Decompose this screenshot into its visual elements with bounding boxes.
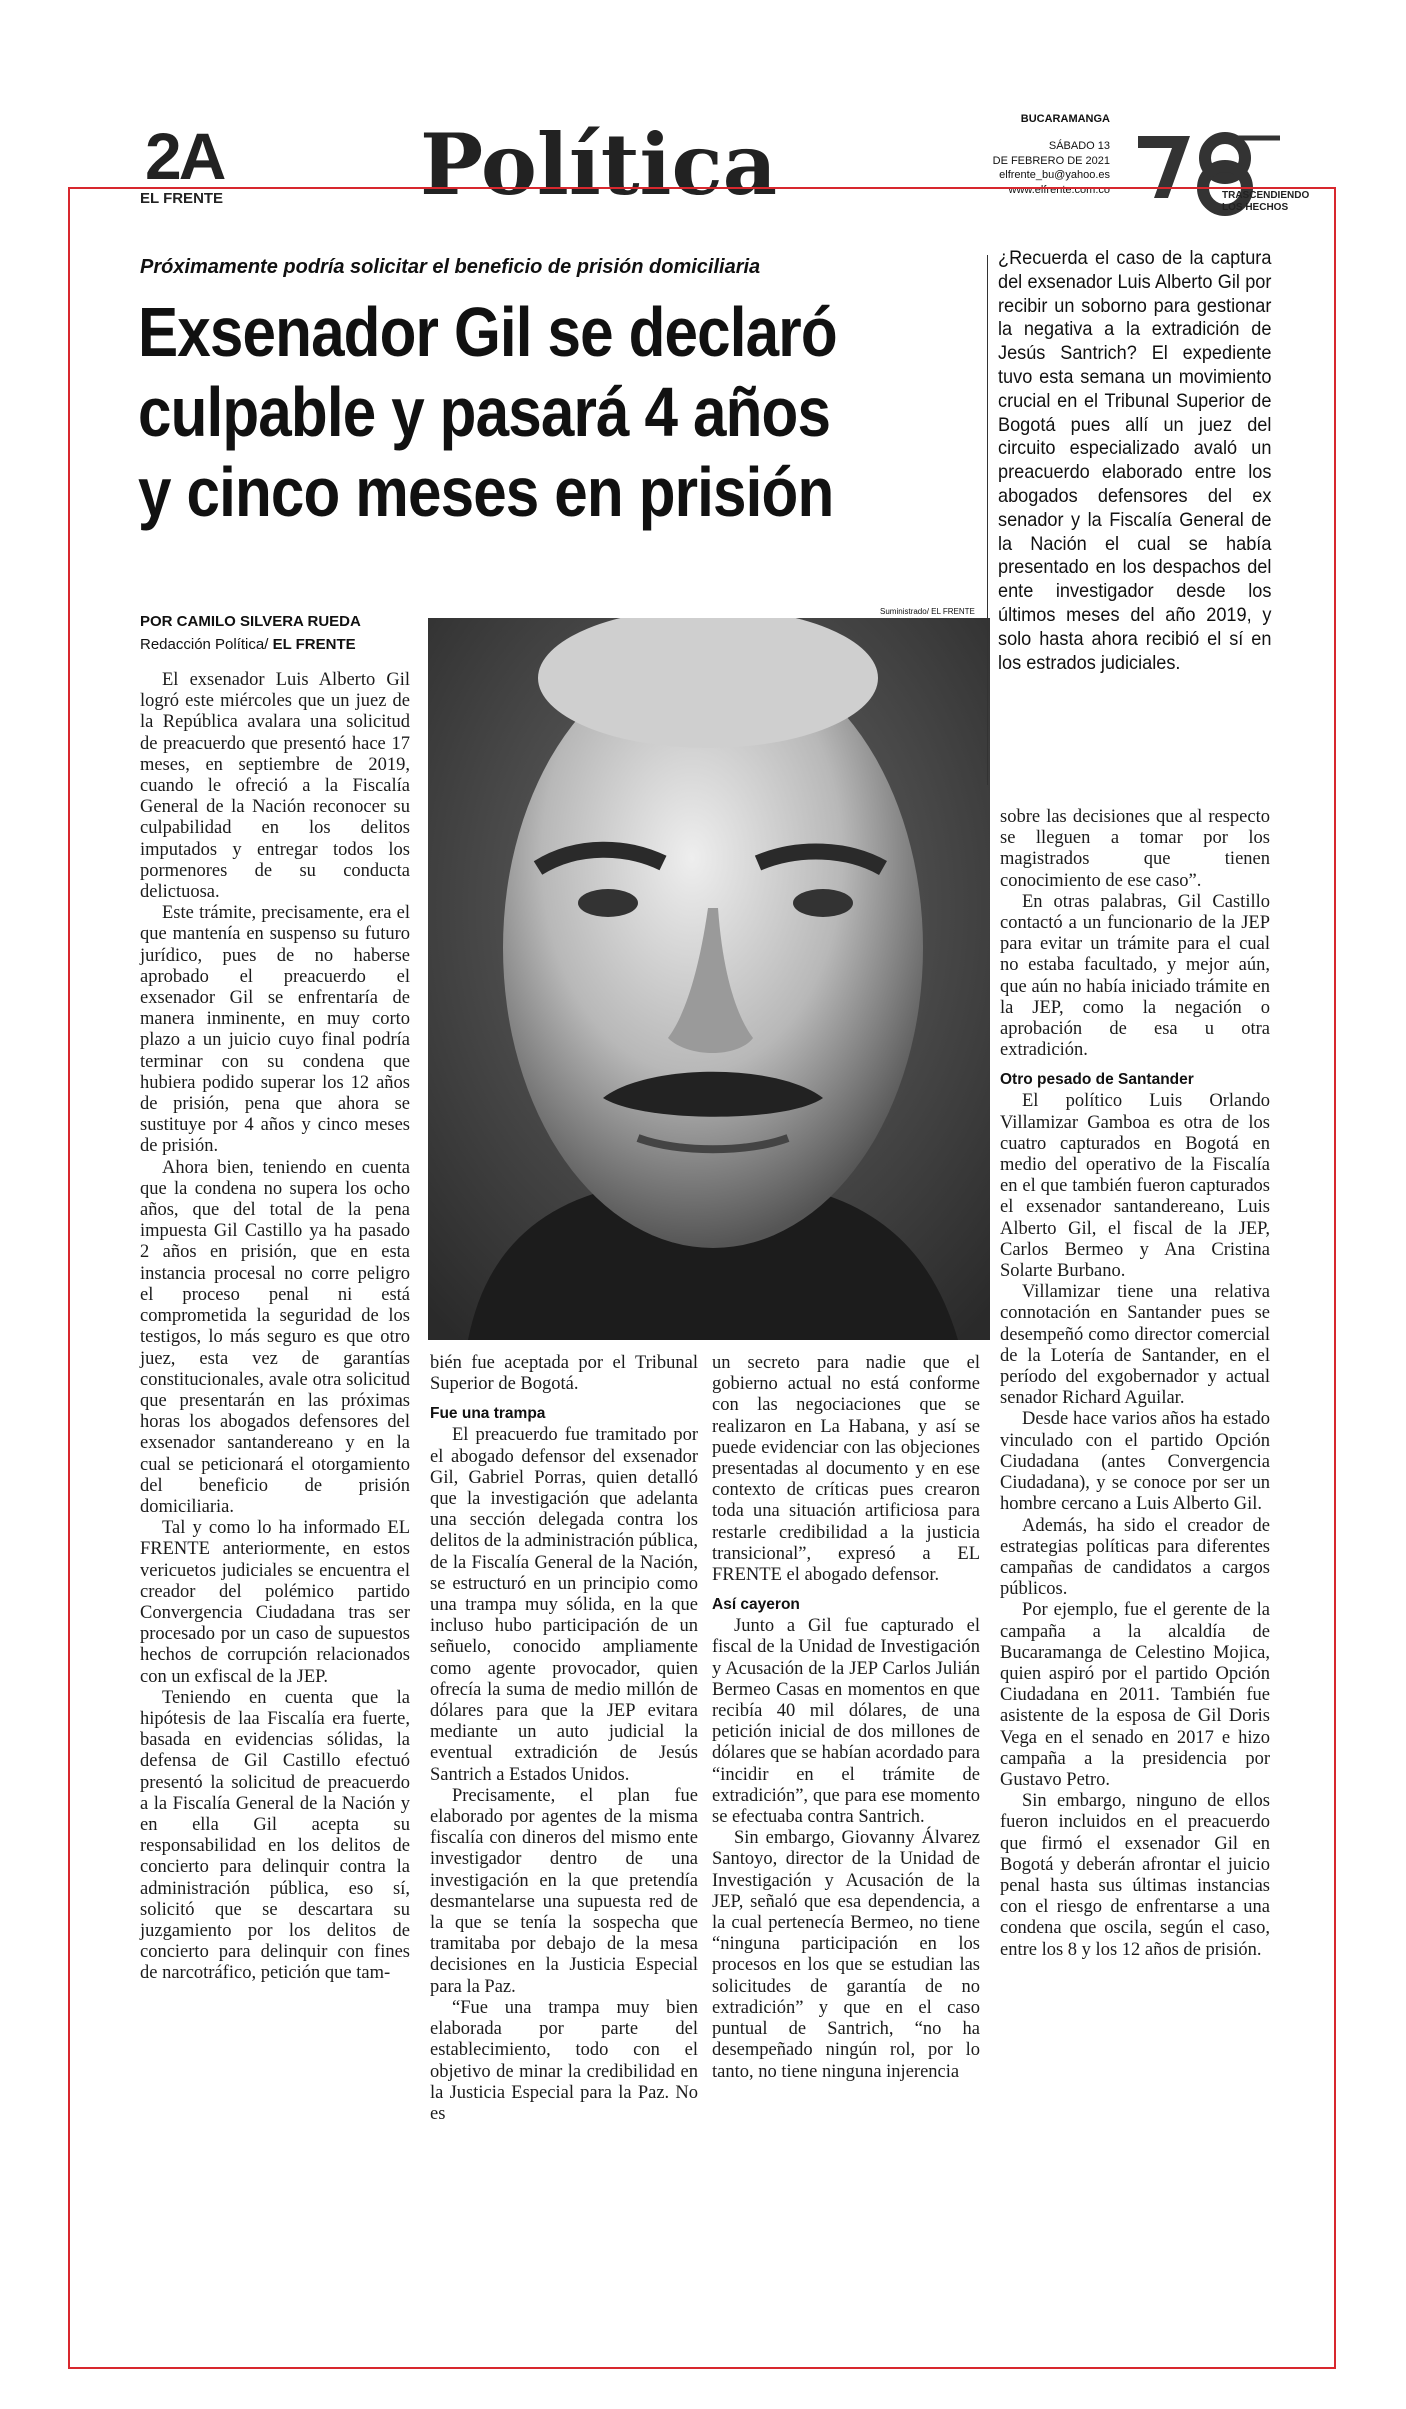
paragraph-continued: bién fue aceptada por el Tribunal Superior de Bogotá. (430, 1353, 698, 1395)
paragraph-continued: un secreto para nadie que el gobierno actual no está conforme con las negociaciones que se realizaron en La Habana, y así se puede evidenciar con las objeciones presentadas al documento y en ese contexto de críticas pues crearon toda una situación artificiosa para restarle credibilidad a la justicia transicional”, expresó a EL FRENTE el abogado defensor. (712, 1353, 980, 1586)
paragraph: Por ejemplo, fue el gerente de la campaña a la alcaldía de Bucaramanga de Celestino Mojica, quien aspiró por el partido Opción Ciudadana en 2011. También fue asistente de la esposa de Gil Doris Vega en el senado en 2017 e hizo campaña a la presidencia por Gustavo Petro. (1000, 1600, 1270, 1790)
headline-line-3: y cinco meses en prisión (138, 453, 834, 531)
subheading: Otro pesado de Santander (1000, 1071, 1194, 1089)
paragraph-continued: sobre las decisiones que al respecto se lleguen a tomar por los magistrados que tienen conocimiento de ese caso”. (1000, 807, 1270, 891)
paragraph: Junto a Gil fue capturado el fiscal de la Unidad de Investigación y Acusación de la JEP Carlos Julián Bermeo Casas en momentos en que recibía 40 mil dólares, de una petición inicial de dos millones de dólares que se habían acordado para “incidir en el trámite de extradición”, que para ese momento se efectuaba contra Santrich. (712, 1616, 980, 1828)
paragraph: En otras palabras, Gil Castillo contactó a un funcionario de la JEP para evitar un trámite para el cual no estaba facultado, y mejor aún, que aún no había iniciado trámite en la JEP, como la negación o aprobación de esa u otra extradición. (1000, 891, 1270, 1061)
photo-credit: Suministrado/ EL FRENTE (880, 607, 975, 616)
email: elfrente_bu@yahoo.es (999, 169, 1110, 181)
headline-line-2: culpable y pasará 4 años (138, 373, 831, 451)
paragraph: Este trámite, precisamente, era el que mantenía en suspenso su futuro jurídico, pues de no haberse aprobado el preacuerdo el exsenador Gil se enfrentaría de manera inminente, en muy corto plazo a un juicio cuyo final podría terminar con su condena que hubiera podido superar los 12 años de prisión, pena que ahora se sustituye por 4 años y cinco meses de prisión. (140, 903, 410, 1157)
body-column-1 (140, 670, 410, 1985)
desk-line (140, 636, 356, 653)
body-column-2 (430, 1353, 698, 2125)
paragraph: Sin embargo, Giovanny Álvarez Santoyo, director de la Unidad de Investigación y Acusación de la JEP, señaló que esa dependencia, a la cual pertenecía Bermeo, no tiene “ninguna participación en los procesos en los que se estudian las solicitudes de garantía de no extradición” y que en el caso puntual de Santrich, “no ha desempeñado ningún rol, por lo tanto, no tiene ninguna injerencia (712, 1828, 980, 2082)
subheading: Así cayeron (712, 1596, 800, 1614)
brand-name: EL FRENTE (140, 190, 224, 207)
desk-brand: EL FRENTE (272, 636, 356, 653)
headline (138, 292, 878, 532)
sidebar-summary: ¿Recuerda el caso de la captura del exsenador Luis Alberto Gil por recibir un soborno para gestionar la negativa a la extradición de Jesús Santrich? El expediente tuvo esta semana un movimiento crucial en el Tribunal Superior de Bogotá pues allí un juez del circuito especializado avaló un preacuerdo elaborado entre los abogados defensores del ex senador y la Fiscalía General de la Nación el cual se había presentado en los despachos del ente investigador desde los últimos meses del año 2019, y solo hasta ahora recibió el sí en los estrados judiciales. (998, 247, 1272, 674)
date-line-1: SÁBADO 13 (1048, 140, 1110, 152)
paragraph: Desde hace varios años ha estado vinculado con el partido Opción Ciudadana (antes Convergencia Ciudadana), y se conoce por ser un hombre cercano a Luis Alberto Gil. (1000, 1409, 1270, 1515)
portrait-photo (428, 618, 990, 1340)
desk: Redacción Política/ (140, 636, 273, 653)
body-column-3 (712, 1353, 980, 2083)
kicker: Próximamente podría solicitar el beneficio de prisión domiciliaria (140, 256, 761, 278)
paragraph: Villamizar tiene una relativa connotación en Santander pues se desempeñó como director comercial de la Lotería de Santander, en el período del exgobernador y actual senador Richard Aguilar. (1000, 1282, 1270, 1409)
masthead-meta (930, 112, 1110, 196)
paragraph: Sin embargo, ninguno de ellos fueron incluidos en el preacuerdo que firmó el exsenador Gil en Bogotá y deberán afrontar el juicio penal hasta sus últimas instancias con el riesgo de enfrentarse a una condena que oscila, según el caso, entre los 8 y los 12 años de prisión. (1000, 1791, 1270, 1960)
website: www.elfrente.com.co (1008, 184, 1110, 196)
byline: POR CAMILO SILVERA RUEDA (140, 613, 361, 630)
paragraph: Teniendo en cuenta que la hipótesis de laa Fiscalía era fuerte, basada en evidencias sólidas, la defensa de Gil Castillo efectuó presentó la solicitud de preacuerdo a la Fiscalía General de la Nación y en ella Gil acepta su responsabilidad en los delitos de concierto para delinquir contra la administración pública, eso sí, solicitó que se descartara su juzgamiento por los delitos de concierto para delinquir con fines de narcotráfico, petición que tam- (140, 1687, 410, 1984)
date-line-2: DE FEBRERO DE 2021 (992, 155, 1110, 167)
paragraph: El exsenador Luis Alberto Gil logró este miércoles que un juez de la República avalara una solicitud de preacuerdo que presentó hace 17 meses, en septiembre de 2019, cuando le ofreció a la Fiscalía General de la Nación reconocer su culpabilidad en los delitos imputados y entregar todos los pormenores de su conducta delictuosa. (140, 670, 410, 903)
paragraph: El preacuerdo fue tramitado por el abogado defensor del exsenador Gil, Gabriel Porras, quien detalló que la investigación que adelanta una sección delegada contra los delitos de la administración pública, de la Fiscalía General de la Nación, se estructuró en un principio como una trampa muy sólida, en la que incluso hubo participación de un señuelo, conocido ampliamente como agente provocador, quien ofrecía la suma de medio millón de dólares para que la JEP evitara mediante un auto judicial la eventual extradición de Jesús Santrich a Estados Unidos. (430, 1425, 698, 1785)
paragraph: Tal y como lo ha informado EL FRENTE anteriormente, en estos vericuetos judiciales se encuentra el creador del polémico partido Convergencia Ciudadana tras ser procesado por un caso de supuestos hechos de corrupción relacionados con un exfiscal de la JEP. (140, 1518, 410, 1687)
paragraph: El político Luis Orlando Villamizar Gamboa es otra de los cuatro capturados en Bogotá en medio del operativo de la Fiscalía en el que también fueron capturados el exsenador santandereano, Luis Alberto Gil, el fiscal de la JEP, Carlos Bermeo y Ana Cristina Solarte Burbano. (1000, 1091, 1270, 1282)
paragraph: Precisamente, el plan fue elaborado por agentes de la misma fiscalía con dineros del mismo ente investigador dentro de una investigación en la que pretendía desmantelarse una supuesta red de la que se tenía la sospecha que tramitaba por debajo de la mesa decisiones en la Justicia Especial para la Paz. (430, 1785, 698, 1997)
page-number: 2A (145, 119, 224, 193)
section-title: Política (420, 115, 778, 214)
paragraph: Ahora bien, teniendo en cuenta que la condena no supera los ocho años, que del total de la pena impuesta Gil Castillo ya ha pasado 2 años en prisión, que en esta instancia procesal no corre peligro el proceso penal ni está comprometida la seguridad de los testigos, lo más seguro es que otro juez, esta vez de garantías constitucionales, avale otra solicitud que presentarán en las próximas horas los abogados defensores del exsenador santandereano y en la cual se peticionará el otorgamiento del beneficio de prisión domiciliaria. (140, 1157, 410, 1517)
tagline-line-1: TRASCENDIENDO (1222, 190, 1310, 201)
subheading: Fue una trampa (430, 1405, 546, 1423)
body-column-4 (1000, 807, 1270, 1961)
column-rule (987, 255, 988, 785)
headline-line-1: Exsenador Gil se declaró (138, 293, 837, 371)
city: BUCARAMANGA (1020, 113, 1110, 125)
anniversary-number: 78 (1278, 132, 1280, 133)
paragraph: “Fue una trampa muy bien elaborada por parte del establecimiento, todo con el objetivo de minar la credibilidad en la Justicia Especial para la Paz. No es (430, 1997, 698, 2124)
tagline-line-2: LOS HECHOS (1222, 202, 1289, 213)
paragraph: Además, ha sido el creador de estrategias políticas para diferentes campañas de candidatos a cargos públicos. (1000, 1515, 1270, 1600)
